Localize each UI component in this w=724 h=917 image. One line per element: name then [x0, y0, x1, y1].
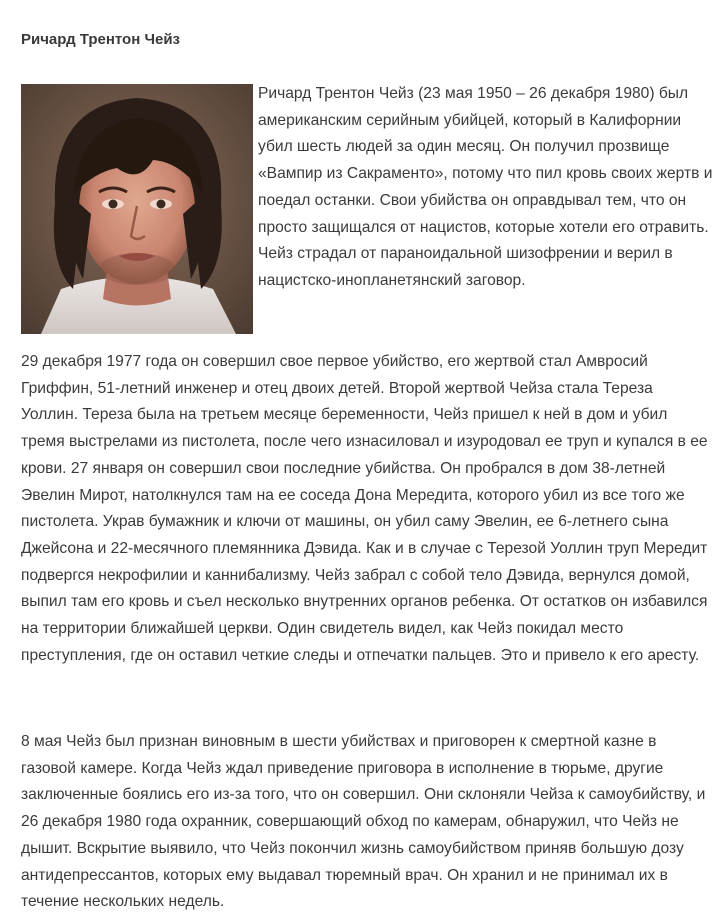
article-title: Ричард Трентон Чейз — [21, 31, 181, 48]
body-paragraph: 8 мая Чейз был признан виновным в шести убийствах и приговорен к смертной казне в газовой камере. Когда Чейз ждал приведение приговора в исполнение в тюрьме, другие заключенные боялись его из-за того, что он совершил. Они склоняли Чейза к самоубийству, и 26 декабря 1980 года охранник, совершающий обход по камерам, обнаружил, что Чейз не дышит. Вскрытие выявило, что Чейз покончил жизнь самоубийством приняв большую дозу антидепрессантов, которых ему выдавал тюремный врач. Он хранил и не принимал их в течение нескольких недель. — [21, 733, 706, 911]
body-paragraph: 29 декабря 1977 года он совершил свое первое убийство, его жертвой стал Амвросий Гриффин, 51-летний инженер и отец двоих детей. Второй жертвой Чейза стала Тереза Уоллин. Тереза была на третьем месяце беременности, Чейз пришел к ней в дом и убил тремя выстрелами из пистолета, после чего изнасиловал и изуродовал ее труп и купался в ее крови. 27 января он совершил свои последние убийства. Он пробрался в дом 38-летней Эвелин Мирот, натолкнулся там на ее соседа Дона Мередита, которого убил из все того же пистолета. Украв бумажник и ключи от машины, он убил саму Эвелин, ее 6-летнего сына Джейсона и 22-месячного племянника Дэвида. Как и в случае с Терезой Уоллин труп Мередит подвергся некрофилии и каннибализму. Чейз забрал с собой тело Дэвида, вернулся домой, выпил там его кровь и съел несколько внутренних органов ребенка. От остатков он избавился на территории ближайшей церкви. Один свидетель видел, как Чейз покидал место преступления, где он оставил четкие следы и отпечатки пальцев. Это и привело к его аресту. — [21, 353, 708, 664]
portrait-photo-icon — [21, 84, 253, 334]
intro-paragraph: Ричард Трентон Чейз (23 мая 1950 – 26 декабря 1980) был американским серийным убийцей, который в Калифорнии убил шесть людей за один месяц. Он получил прозвище «Вампир из Сакраменто», потому что пил кровь своих жертв и поедал останки. Свои убийства он оправдывал тем, что он просто защищался от нацистов, которые хотели его отравить. Чейз страдал от параноидальной шизофрении и верил в нацистско-инопланетянский заговор. — [258, 85, 713, 289]
portrait-photo — [21, 84, 253, 334]
